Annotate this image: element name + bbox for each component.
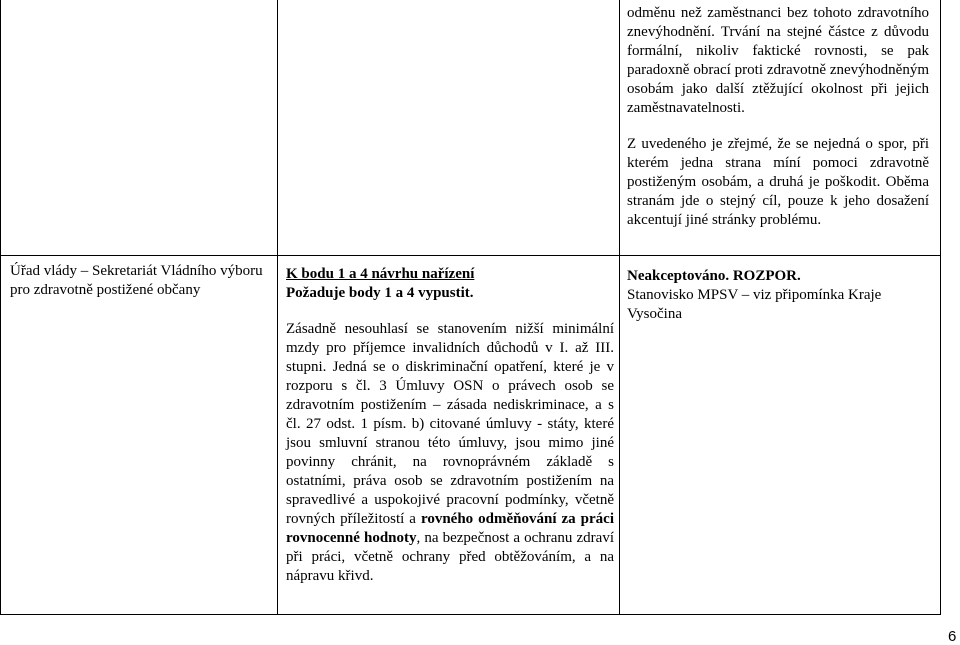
comment-cell: [286, 265, 614, 586]
settlement-cell-top: [627, 4, 929, 230]
column-divider-1: [277, 0, 278, 615]
comment-text-part1: Zásadně nesouhlasí se stanovením nižší minimální mzdy pro příjemce invalidních důchodů v I. až III. stupni. Jedná se o diskriminační opatření, které je v rozporu s čl. 3 Úmluvy OSN o právech osob se zdravotním postižením – zásada nediskriminace, a s čl. 27 odst. 1 písm. b) citované úmluvy - státy, které jsou smluvní stranou této úmluvy, jsou mimo jiné povinny chránit, na rovnoprávném základě s ostatními, práva osob se zdravotním postižením na spravedlivé a uspokojivé pracovní podmínky, včetně rovných příležitostí a: [286, 321, 614, 527]
comment-heading: K bodu 1 a 4 návrhu nařízení: [286, 266, 475, 282]
comment-request: Požaduje body 1 a 4 vypustit.: [286, 285, 474, 301]
settlement-continuation: odměnu než zaměstnanci bez tohoto zdravotního znevýhodnění. Trvání na stejné částce z důvodu formální, nikoliv faktické rovnosti, se pak paradoxně obrací proti zdravotně znevýhodněným osobám jako další ztěžující okolnost při jejich zaměstnavatelnosti.: [627, 5, 929, 116]
table-border-left: [0, 0, 1, 615]
submitter-name: Úřad vlády – Sekretariát Vládního výboru pro zdravotně postižené občany: [10, 263, 263, 298]
settlement-verdict: Neakceptováno. ROZPOR.: [627, 268, 801, 284]
settlement-conclusion: Z uvedeného je zřejmé, že se nejedná o spor, při kterém jedna strana míní pomoci zdravotně postiženým osobám, a druhá je poškodit. Oběma stranám jde o stejný cíl, pouze k jeho dosažení akcentují jiné stránky problému.: [627, 136, 929, 228]
comment-text-bold: rovného odměňování za práci rovnocenné hodnoty: [286, 511, 614, 546]
column-divider-2: [619, 0, 620, 615]
submitter-cell: [10, 262, 270, 300]
settlement-cell: [627, 267, 929, 324]
table-border-bottom: [0, 614, 941, 615]
row-divider: [0, 255, 941, 256]
table-border-right: [940, 0, 941, 615]
settlement-position: Stanovisko MPSV – viz připomínka Kraje Vysočina: [627, 287, 882, 322]
page-number: 6: [948, 628, 957, 645]
comment-text-part2: , na bezpečnost a ochranu zdraví při práci, včetně ochrany před obtěžováním, a na nápravu křivd.: [286, 530, 614, 584]
comment-paragraph: [286, 320, 614, 586]
